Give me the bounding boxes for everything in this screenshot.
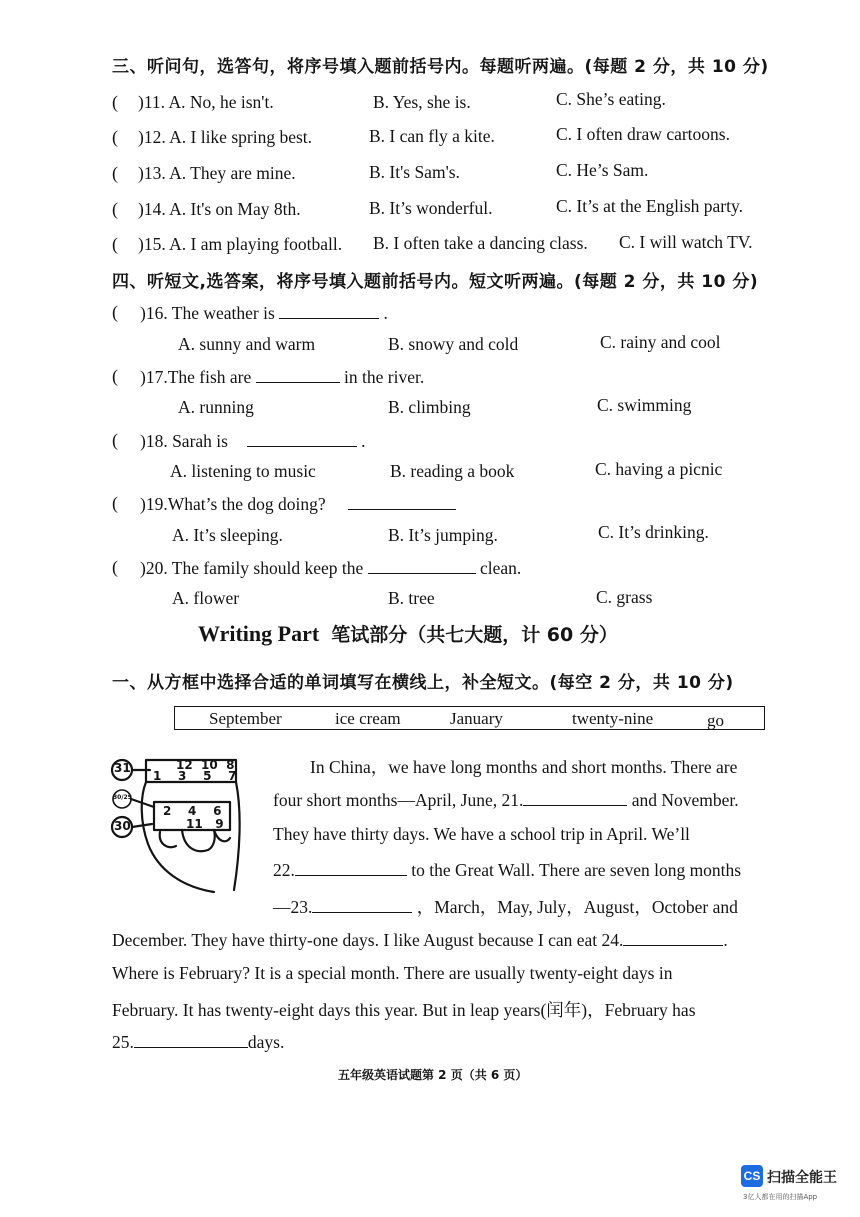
blank-25[interactable] [134,1031,248,1048]
page-footer: 五年级英语试题第 2 页（共 6 页） [338,1068,528,1082]
option-c: C. It’s drinking. [598,522,709,542]
passage-line: Where is February? It is a special month. There are usually twenty-eight days in [112,963,673,983]
option-c: C. She’s eating. [556,89,666,109]
knuckle-mid-numbers: 2 4 6 [163,804,222,818]
watermark-tagline: 3亿人都在用的扫描App [743,1193,818,1201]
blank-21[interactable] [523,789,627,806]
option-b: B. Yes, she is. [373,92,471,112]
word-option: twenty-nine [572,709,654,728]
question-text: )20. The family should keep the [140,558,364,578]
question-text: . [383,303,388,323]
answer-paren: ( [112,92,118,112]
option-b: B. reading a book [390,461,515,481]
knuckle-row2-numbers: 1 3 5 7 [153,769,237,783]
option-a: A. running [178,397,254,417]
watermark-name: 扫描全能王 [767,1170,837,1186]
blank-23[interactable] [312,896,412,913]
word-option: January [450,709,503,728]
word-box [174,706,765,730]
passage-line: They have thirty days. We have a school trip in April. We’ll [273,824,690,844]
option-b: B. It’s wonderful. [369,198,493,218]
knuckle-top-numbers: 12 10 8 [176,758,235,772]
passage-line: 25. days. [112,1032,285,1052]
passage-line: In China，we have long months and short months. There are [310,757,738,777]
option-b: B. It’s jumping. [388,525,498,545]
question-text: in the river. [344,367,425,387]
blank-22[interactable] [295,859,407,876]
question-13: )13. A. They are mine. [138,163,296,183]
label-31: 31 [114,761,131,775]
option-c: C. I will watch TV. [619,232,753,252]
passage-line: —23. ，March，May, July，August，October and [273,897,738,917]
answer-paren: ( [112,234,118,254]
label-30-29: 30/29 [113,794,132,801]
option-a: A. flower [172,588,240,608]
answer-paren: ( [112,163,118,183]
option-b: B. snowy and cold [388,334,519,354]
label-30: 30 [114,819,131,833]
question-text: )19.What’s the dog doing? [140,494,326,514]
question-15: )15. A. I am playing football. [138,234,343,254]
option-b: B. I can fly a kite. [369,126,495,146]
word-option: ice cream [335,709,401,728]
answer-blank[interactable] [279,302,379,319]
section-4-heading: 四、听短文,选答案，将序号填入题前括号内。短文听两遍。(每题 2 分，共 10 分) [112,272,759,292]
option-a: A. listening to music [170,461,316,481]
blank-24[interactable] [623,929,723,946]
answer-paren: ( [112,557,118,577]
option-b: B. I often take a dancing class. [373,233,588,253]
writing-part-title [198,620,618,647]
option-c: C. rainy and cool [600,332,721,352]
question-19 [140,493,456,515]
option-c: C. swimming [597,395,692,415]
answer-paren: ( [112,199,118,219]
answer-blank[interactable] [247,430,357,447]
question-12: )12. A. I like spring best. [138,127,313,147]
passage-line: 22. to the Great Wall. There are seven long months [273,860,742,880]
option-c: C. having a picnic [595,459,723,479]
word-option: September [209,709,282,728]
answer-blank[interactable] [256,366,340,383]
question-text: )16. The weather is [140,303,275,323]
question-18 [140,430,365,452]
answer-blank[interactable] [368,557,476,574]
answer-paren: ( [112,302,118,322]
knuckle-low-numbers: 11 9 [186,817,224,831]
question-text: )18. Sarah is [140,431,228,451]
question-20 [140,557,521,579]
section-1-heading: 一、从方框中选择合适的单词填写在横线上，补全短文。(每空 2 分，共 10 分) [112,673,734,693]
option-c: C. He’s Sam. [556,160,649,180]
question-17 [140,366,424,388]
option-b: B. It's Sam's. [369,162,460,182]
answer-paren: ( [112,366,118,386]
option-c: C. It’s at the English party. [556,196,743,216]
answer-paren: ( [112,127,118,147]
option-a: A. sunny and warm [178,334,316,354]
answer-paren: ( [112,493,118,513]
question-14: )14. A. It's on May 8th. [138,199,301,219]
option-b: B. tree [388,588,435,608]
question-text: clean. [480,558,522,578]
option-a: A. It’s sleeping. [172,525,283,545]
passage-line: four short months—April, June, 21. and November. [273,790,739,810]
option-b: B. climbing [388,397,471,417]
writing-part-en: Writing Part [198,621,320,646]
word-option: go [707,711,724,730]
option-c: C. grass [596,587,653,607]
question-16 [140,302,388,324]
answer-blank[interactable] [348,493,456,510]
question-text: )17.The fish are [140,367,252,387]
section-3-heading: 三、听问句，选答句，将序号填入题前括号内。每题听两遍。(每题 2 分，共 10 分) [112,57,769,77]
passage-line: December. They have thirty-one days. I like August because I can eat 24. . [112,930,728,950]
question-11: )11. A. No, he isn't. [138,92,274,112]
camscanner-logo-icon: CS [741,1165,763,1187]
question-text: . [361,431,366,451]
passage-line: February. It has twenty-eight days this year. But in leap years(闰年)，February has [112,1000,696,1020]
writing-part-cn: 笔试部分（共七大题，计 60 分） [331,624,618,646]
option-c: C. I often draw cartoons. [556,124,730,144]
answer-paren: ( [112,430,118,450]
